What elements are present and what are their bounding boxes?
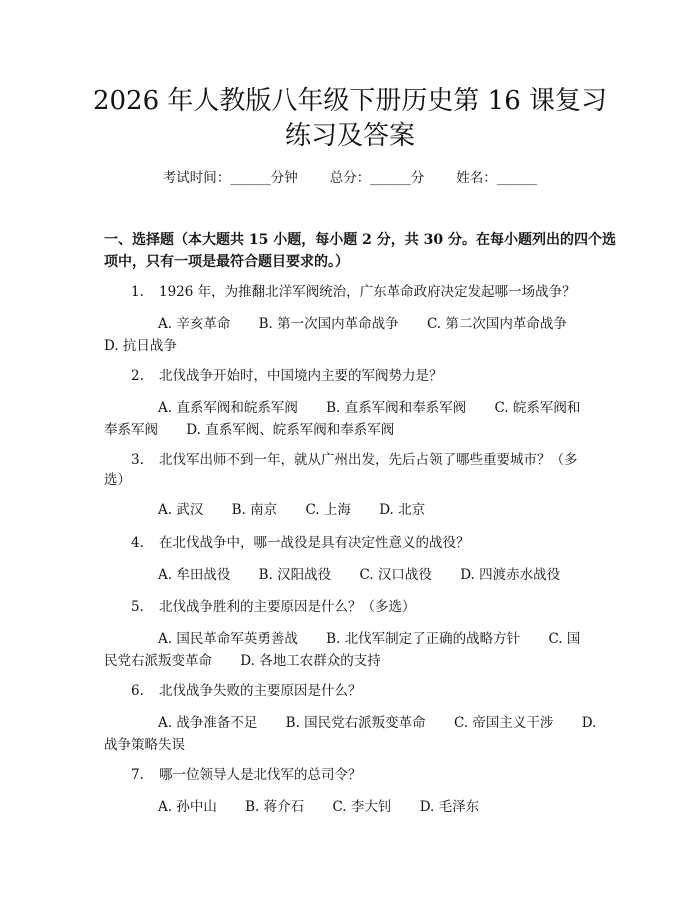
option-d: D. 北京 [379, 502, 426, 518]
question-4-options [104, 564, 604, 586]
question-number: 3. [131, 452, 144, 468]
exam-time-label: 考试时间：______分钟 [162, 170, 298, 186]
option-a: A. 直系军阀和皖系军阀 [158, 400, 298, 416]
document-title-line-1: 2026 年人教版八年级下册历史第 16 课复习 [92, 86, 608, 116]
question-6 [131, 681, 362, 701]
option-b: B. 蒋介石 [245, 799, 305, 815]
option-a: A. 战争准备不足 [158, 715, 258, 731]
option-a: A. 孙中山 [158, 799, 217, 815]
option-a: A. 武汉 [158, 502, 204, 518]
question-number: 2. [131, 368, 144, 384]
exam-info [0, 168, 700, 188]
option-a: A. 辛亥革命 [158, 316, 231, 332]
question-7 [131, 765, 362, 785]
option-c: C. 国 [548, 631, 581, 647]
option-c-continued: 民党右派叛变革命 [104, 653, 212, 669]
question-5 [131, 597, 416, 617]
question-number: 5. [131, 599, 144, 615]
question-6-options [104, 712, 604, 756]
option-d: D. 四渡赤水战役 [460, 567, 561, 583]
option-d: D. 毛泽东 [419, 799, 480, 815]
option-c: C. 汉口战役 [359, 567, 432, 583]
option-b: B. 第一次国内革命战争 [258, 316, 399, 332]
question-number: 1. [131, 284, 144, 300]
student-name-label: 姓名：______ [456, 170, 538, 186]
section-heading [104, 229, 624, 273]
question-number: 6. [131, 683, 144, 699]
question-text: 在北伐战争中，哪一战役是具有决定性意义的战役？ [159, 535, 470, 551]
question-text: 1926 年，为推翻北洋军阀统治，广东革命政府决定发起哪一场战争？ [159, 284, 576, 300]
option-c: C. 帝国主义干涉 [453, 715, 554, 731]
question-number: 7. [131, 767, 144, 783]
question-text-continued: 选） [104, 472, 131, 488]
question-number: 4. [131, 535, 144, 551]
section-heading-line-2: 项中，只有一项是最符合题目要求的。） [104, 254, 349, 270]
option-c-continued: 奉系军阀 [104, 422, 158, 438]
section-heading-line-1: 一、选择题（本大题共 15 小题，每小题 2 分，共 30 分。在每小题列出的四个选 [104, 232, 616, 248]
question-1 [131, 282, 576, 302]
option-b: B. 国民党右派叛变革命 [285, 715, 426, 731]
option-d: D. [581, 715, 597, 731]
option-b: B. 汉阳战役 [258, 567, 332, 583]
document-title-line-2: 练习及答案 [284, 121, 415, 151]
question-3-options [104, 499, 604, 521]
option-b: B. 直系军阀和奉系军阀 [326, 400, 467, 416]
question-text: 北伐战争失败的主要原因是什么？ [159, 683, 362, 699]
option-a: A. 牟田战役 [158, 567, 231, 583]
question-2-options [104, 397, 604, 441]
option-d: D. 直系军阀、皖系军阀和奉系军阀 [186, 422, 395, 438]
question-text: 哪一位领导人是北伐军的总司令？ [159, 767, 362, 783]
option-b: B. 南京 [231, 502, 278, 518]
question-text: 北伐战争开始时，中国境内主要的军阀势力是？ [159, 368, 443, 384]
option-c: C. 皖系军阀和 [494, 400, 581, 416]
question-text: 北伐军出师不到一年，就从广州出发，先后占领了哪些重要城市？（多 [159, 452, 578, 468]
question-2 [131, 366, 443, 386]
option-c: C. 第二次国内革命战争 [426, 316, 567, 332]
total-score-label: 总分：______分 [329, 170, 425, 186]
question-3 [131, 450, 578, 470]
question-4 [131, 533, 470, 553]
option-b: B. 北伐军制定了正确的战略方针 [326, 631, 521, 647]
question-text: 北伐战争胜利的主要原因是什么？（多选） [159, 599, 416, 615]
question-1-options [104, 313, 604, 357]
question-5-options [104, 628, 604, 672]
option-a: A. 国民革命军英勇善战 [158, 631, 298, 647]
option-d: D. 抗日战争 [104, 338, 177, 354]
option-c: C. 上海 [305, 502, 351, 518]
question-7-options [104, 796, 604, 818]
option-d: D. 各地工农群众的支持 [240, 653, 381, 669]
question-3-text-wrap [104, 469, 604, 491]
option-c: C. 李大钊 [332, 799, 392, 815]
option-d-continued: 战争策略失误 [104, 737, 185, 753]
